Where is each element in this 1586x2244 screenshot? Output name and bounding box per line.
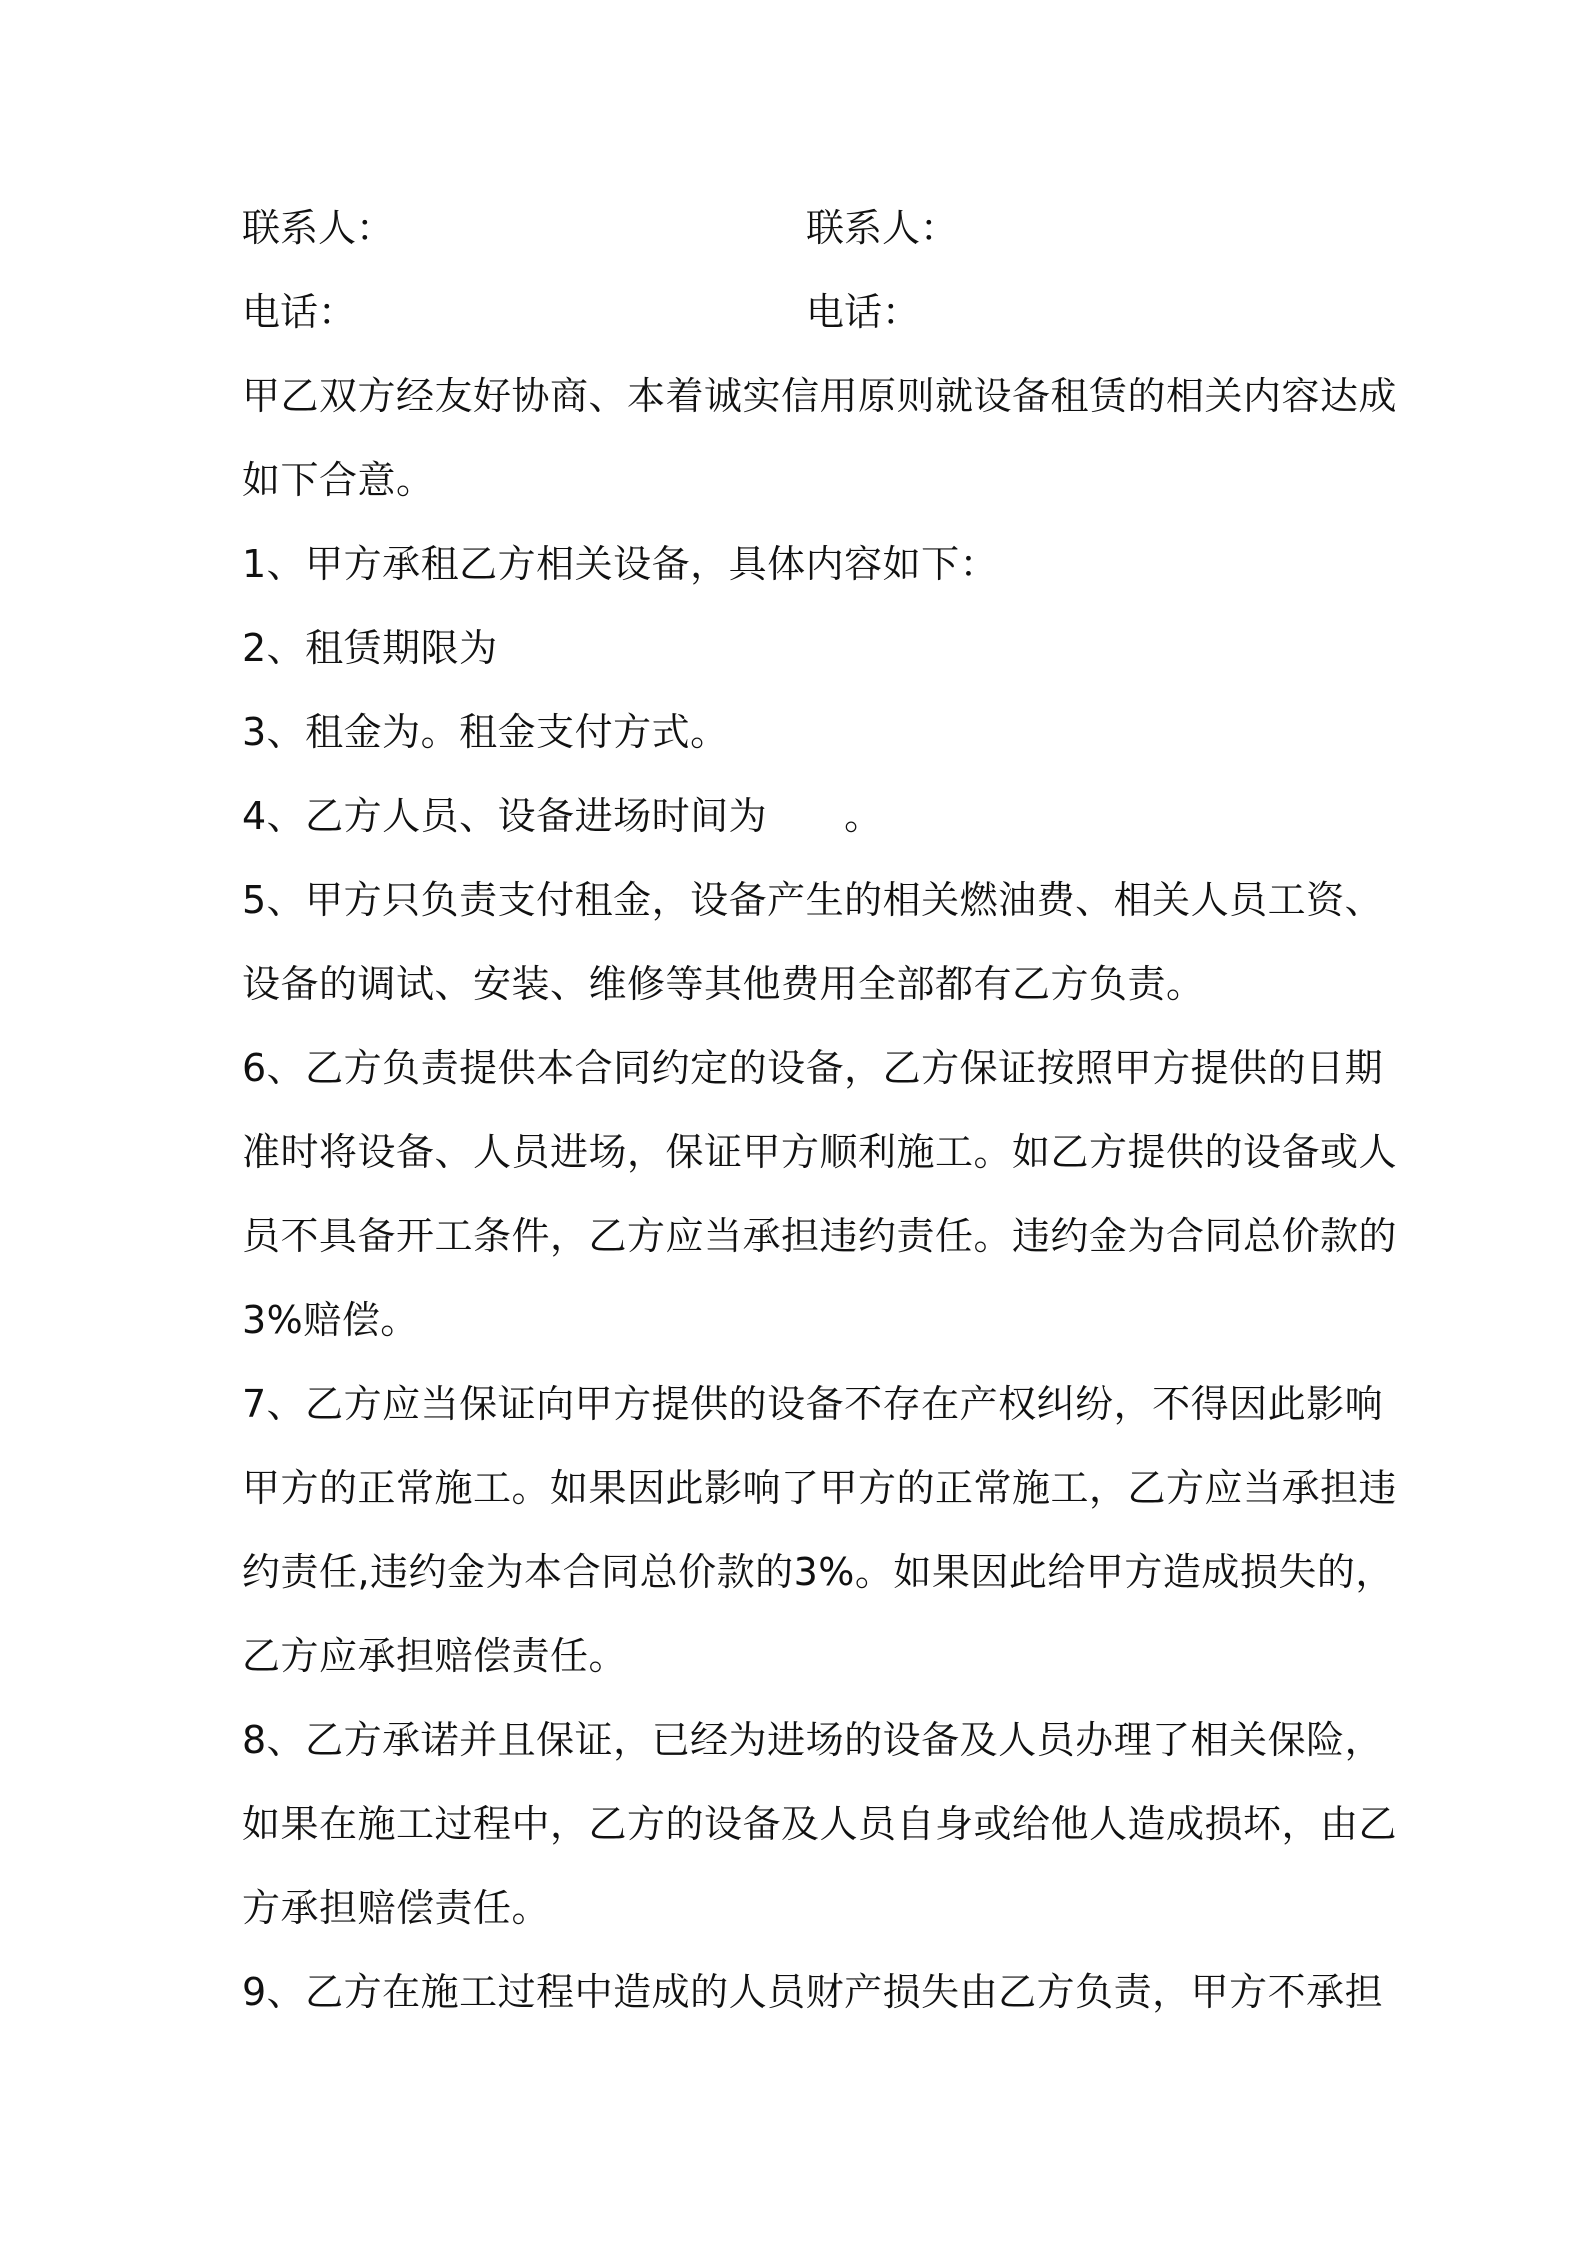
intro-line-1: 甲乙双方经友好协商、本着诚实信用原则就设备租赁的相关内容达成 xyxy=(242,374,1398,418)
clause-4: 4、乙方人员、设备进场时间为 。 xyxy=(242,794,883,838)
clause-1: 1、甲方承租乙方相关设备，具体内容如下： xyxy=(242,542,999,586)
clause-6-line-3: 员不具备开工条件，乙方应当承担违约责任。违约金为合同总价款的 xyxy=(242,1214,1398,1258)
intro-line-2: 如下合意。 xyxy=(242,458,435,502)
party-b-contact-label: 联系人： xyxy=(806,206,959,250)
clause-6-line-1: 6、乙方负责提供本合同约定的设备，乙方保证按照甲方提供的日期 xyxy=(242,1046,1384,1090)
clause-6-line-4: 3%赔偿。 xyxy=(242,1298,419,1342)
clause-5-line-1: 5、甲方只负责支付租金，设备产生的相关燃油费、相关人员工资、 xyxy=(242,878,1384,922)
clause-7-line-1: 7、乙方应当保证向甲方提供的设备不存在产权纠纷，不得因此影响 xyxy=(242,1382,1384,1426)
clause-8-line-2: 如果在施工过程中，乙方的设备及人员自身或给他人造成损坏，由乙 xyxy=(242,1802,1398,1846)
clause-8-line-3: 方承担赔偿责任。 xyxy=(242,1886,551,1930)
clause-9-line-1: 9、乙方在施工过程中造成的人员财产损失由乙方负责，甲方不承担 xyxy=(242,1970,1384,2014)
clause-2: 2、租赁期限为 xyxy=(242,626,498,670)
clause-8-line-1: 8、乙方承诺并且保证，已经为进场的设备及人员办理了相关保险， xyxy=(242,1718,1384,1762)
contact-person-row xyxy=(242,198,1362,258)
clause-3: 3、租金为。租金支付方式。 xyxy=(242,710,729,754)
clause-7-line-4: 乙方应承担赔偿责任。 xyxy=(242,1634,628,1678)
party-b-phone-label: 电话： xyxy=(806,290,921,334)
clause-7-line-2: 甲方的正常施工。如果因此影响了甲方的正常施工，乙方应当承担违 xyxy=(242,1466,1398,1510)
clause-5-line-2: 设备的调试、安装、维修等其他费用全部都有乙方负责。 xyxy=(242,962,1205,1006)
clause-6-line-2: 准时将设备、人员进场，保证甲方顺利施工。如乙方提供的设备或人 xyxy=(242,1130,1398,1174)
phone-row xyxy=(242,282,1362,342)
party-a-contact-label: 联系人： xyxy=(242,206,395,250)
clause-7-line-3: 约责任,违约金为本合同总价款的3%。如果因此给甲方造成损失的， xyxy=(242,1550,1394,1594)
party-a-phone-label: 电话： xyxy=(242,290,357,334)
